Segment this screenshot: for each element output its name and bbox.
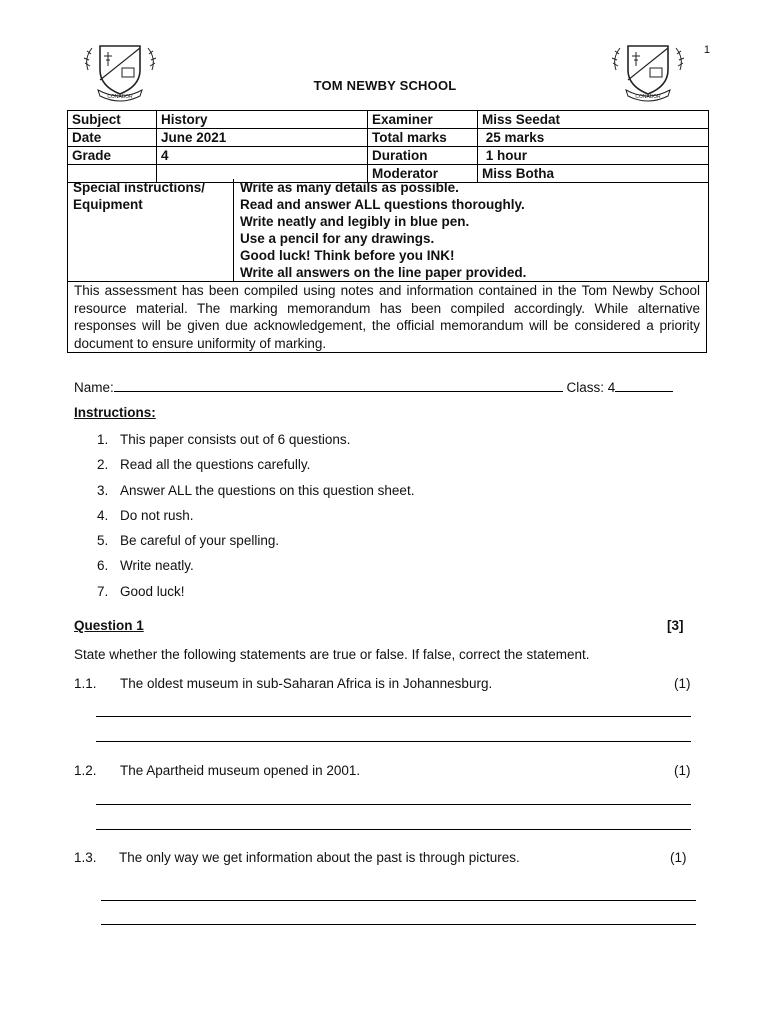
- question-1-marks: [3]: [667, 618, 684, 633]
- question-1-2-text: The Apartheid museum opened in 2001.: [120, 763, 361, 778]
- list-item: 2. Read all the questions carefully.: [97, 457, 311, 473]
- total-marks-value: 25 marks: [478, 129, 709, 147]
- question-1-1-marks: (1): [674, 676, 691, 691]
- answer-line[interactable]: [96, 716, 691, 717]
- school-title: TOM NEWBY SCHOOL: [313, 78, 457, 93]
- question-1-3-marks: (1): [670, 850, 687, 865]
- list-item: 3. Answer ALL the questions on this question sheet.: [97, 482, 415, 498]
- name-class-row: [74, 377, 673, 395]
- question-1-2-marks: (1): [674, 763, 691, 778]
- list-item: 6. Write neatly.: [97, 558, 194, 574]
- exam-info-table: [67, 110, 709, 183]
- svg-text:CONABOR: CONABOR: [635, 94, 661, 100]
- question-1-3-text: The only way we get information about the past is through pictures.: [119, 850, 520, 865]
- special-instruction: Read and answer ALL questions thoroughly.: [240, 197, 525, 212]
- special-instruction: Good luck! Think before you INK!: [240, 248, 455, 263]
- instructions-heading: Instructions:: [74, 405, 156, 420]
- special-instructions-box: [67, 179, 709, 282]
- class-field[interactable]: [615, 377, 673, 392]
- answer-line[interactable]: [96, 829, 691, 830]
- class-label: Class: 4: [566, 380, 616, 395]
- question-1-1-number: 1.1.: [74, 676, 97, 691]
- duration-label: Duration: [368, 147, 478, 165]
- special-instructions-label: Special instructions/ Equipment: [68, 179, 234, 281]
- date-label: Date: [68, 129, 157, 147]
- assessment-disclaimer: This assessment has been compiled using notes and information contained in the Tom Newby School resource material. The marking memorandum has been compiled accordingly. While alternative responses will be given due acknowledgement, the official memorandum will be considered a priority document to ensure uniformity of marking.: [67, 281, 707, 353]
- answer-line[interactable]: [101, 900, 696, 901]
- answer-line[interactable]: [101, 924, 696, 925]
- list-item: 5. Be careful of your spelling.: [97, 533, 280, 549]
- subject-value: History: [157, 111, 368, 129]
- special-instructions-list: [240, 179, 526, 281]
- moderator-label: Moderator: [368, 165, 478, 183]
- grade-value: 4: [157, 147, 368, 165]
- question-1-3-number: 1.3.: [74, 850, 97, 865]
- svg-text:CONABOR: CONABOR: [107, 94, 133, 100]
- total-marks-label: Total marks: [368, 129, 478, 147]
- name-field[interactable]: [114, 377, 563, 392]
- question-1-2-number: 1.2.: [74, 763, 97, 778]
- special-instruction: Write as many details as possible.: [240, 180, 459, 195]
- special-instruction: Write all answers on the line paper provided.: [240, 265, 527, 280]
- name-label: Name:: [74, 380, 114, 395]
- list-item: 1. This paper consists out of 6 questions.: [97, 432, 351, 447]
- examiner-label: Examiner: [368, 111, 478, 129]
- question-1-heading: Question 1: [74, 618, 144, 633]
- examiner-value: Miss Seedat: [478, 111, 709, 129]
- answer-line[interactable]: [96, 804, 691, 805]
- special-instruction: Write neatly and legibly in blue pen.: [240, 214, 470, 229]
- moderator-value: Miss Botha: [478, 165, 709, 183]
- page-number: 1: [703, 44, 710, 56]
- question-1-1-text: The oldest museum in sub-Saharan Africa is in Johannesburg.: [120, 676, 493, 691]
- special-instruction: Use a pencil for any drawings.: [240, 231, 435, 246]
- list-item: 4. Do not rush.: [97, 507, 194, 523]
- instructions-list: [97, 427, 414, 604]
- list-item: 7. Good luck!: [97, 583, 185, 599]
- answer-line[interactable]: [96, 741, 691, 742]
- question-1-prompt: State whether the following statements are true or false. If false, correct the statement.: [74, 647, 590, 662]
- subject-label: Subject: [68, 111, 157, 129]
- duration-value: 1 hour: [478, 147, 709, 165]
- grade-label: Grade: [68, 147, 157, 165]
- date-value: June 2021: [157, 129, 368, 147]
